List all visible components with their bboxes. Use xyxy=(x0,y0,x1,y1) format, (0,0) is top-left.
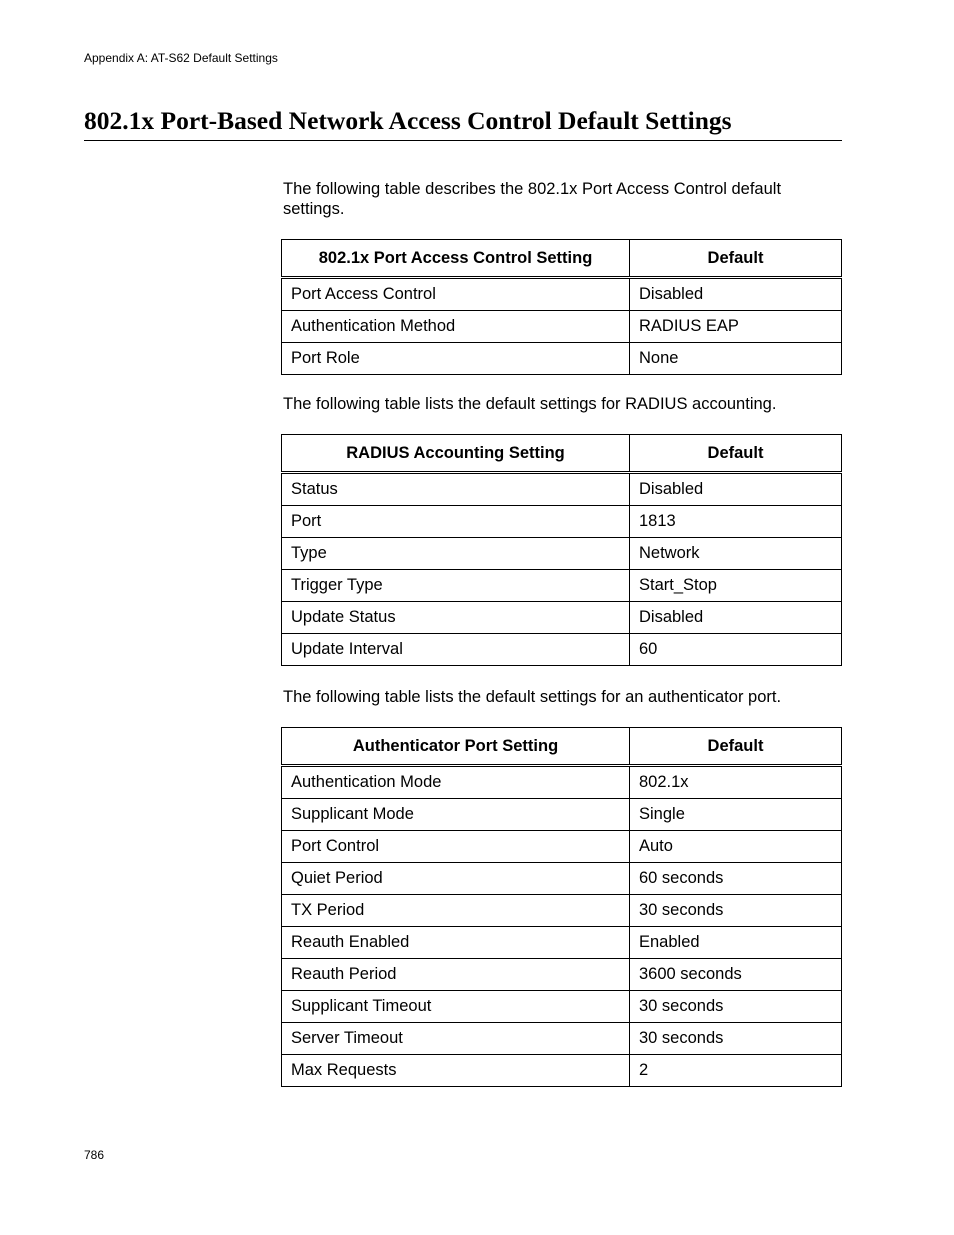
setting-default: Disabled xyxy=(630,278,842,311)
table-row xyxy=(282,863,842,895)
setting-default: None xyxy=(630,343,842,375)
setting-name: Trigger Type xyxy=(282,570,630,602)
setting-name: Supplicant Mode xyxy=(282,799,630,831)
setting-name: Port xyxy=(282,506,630,538)
table-row xyxy=(282,634,842,666)
setting-default: 30 seconds xyxy=(630,991,842,1023)
setting-name: Reauth Enabled xyxy=(282,927,630,959)
setting-name: Server Timeout xyxy=(282,1023,630,1055)
setting-default: 1813 xyxy=(630,506,842,538)
table-row xyxy=(282,799,842,831)
table-row xyxy=(282,895,842,927)
table-row xyxy=(282,766,842,799)
setting-default: 30 seconds xyxy=(630,895,842,927)
setting-default: 30 seconds xyxy=(630,1023,842,1055)
default-column-header: Default xyxy=(630,240,842,278)
table-header-row xyxy=(282,240,842,278)
intro-paragraph-authenticator: The following table lists the default settings for an authenticator port. xyxy=(283,688,782,706)
setting-column-header: Authenticator Port Setting xyxy=(282,728,630,766)
setting-name: Status xyxy=(282,473,630,506)
intro-paragraph-port-access: The following table describes the 802.1x Port Access Control default settings. xyxy=(283,180,782,218)
setting-default: RADIUS EAP xyxy=(630,311,842,343)
setting-default: Network xyxy=(630,538,842,570)
setting-name: Update Interval xyxy=(282,634,630,666)
radius-accounting-table xyxy=(281,434,842,666)
setting-default: Auto xyxy=(630,831,842,863)
setting-default: 3600 seconds xyxy=(630,959,842,991)
setting-name: Supplicant Timeout xyxy=(282,991,630,1023)
table-row xyxy=(282,831,842,863)
setting-default: Start_Stop xyxy=(630,570,842,602)
setting-name: Port Access Control xyxy=(282,278,630,311)
setting-default: Disabled xyxy=(630,602,842,634)
section-title: 802.1x Port-Based Network Access Control Default Settings xyxy=(84,104,842,141)
setting-column-header: RADIUS Accounting Setting xyxy=(282,435,630,473)
default-column-header: Default xyxy=(630,435,842,473)
page-number: 786 xyxy=(84,1148,105,1162)
default-column-header: Default xyxy=(630,728,842,766)
setting-name: Port Control xyxy=(282,831,630,863)
setting-name: Reauth Period xyxy=(282,959,630,991)
setting-default: 60 seconds xyxy=(630,863,842,895)
table-row xyxy=(282,1055,842,1087)
setting-name: Authentication Method xyxy=(282,311,630,343)
table-row xyxy=(282,278,842,311)
setting-column-header: 802.1x Port Access Control Setting xyxy=(282,240,630,278)
table-row xyxy=(282,570,842,602)
table-row xyxy=(282,473,842,506)
setting-name: Authentication Mode xyxy=(282,766,630,799)
table-row xyxy=(282,506,842,538)
table-row xyxy=(282,311,842,343)
port-access-control-table xyxy=(281,239,842,375)
setting-name: Max Requests xyxy=(282,1055,630,1087)
setting-default: 802.1x xyxy=(630,766,842,799)
authenticator-port-table xyxy=(281,727,842,1087)
table-row xyxy=(282,538,842,570)
setting-default: Single xyxy=(630,799,842,831)
running-header: Appendix A: AT-S62 Default Settings xyxy=(84,51,278,65)
setting-name: TX Period xyxy=(282,895,630,927)
intro-paragraph-radius: The following table lists the default settings for RADIUS accounting. xyxy=(283,395,777,413)
table-row xyxy=(282,602,842,634)
setting-default: Disabled xyxy=(630,473,842,506)
setting-name: Quiet Period xyxy=(282,863,630,895)
setting-default: 2 xyxy=(630,1055,842,1087)
table-header-row xyxy=(282,435,842,473)
table-row xyxy=(282,927,842,959)
setting-name: Update Status xyxy=(282,602,630,634)
setting-default: Enabled xyxy=(630,927,842,959)
setting-name: Type xyxy=(282,538,630,570)
table-row xyxy=(282,1023,842,1055)
table-header-row xyxy=(282,728,842,766)
setting-default: 60 xyxy=(630,634,842,666)
table-row xyxy=(282,959,842,991)
table-row xyxy=(282,991,842,1023)
setting-name: Port Role xyxy=(282,343,630,375)
table-row xyxy=(282,343,842,375)
